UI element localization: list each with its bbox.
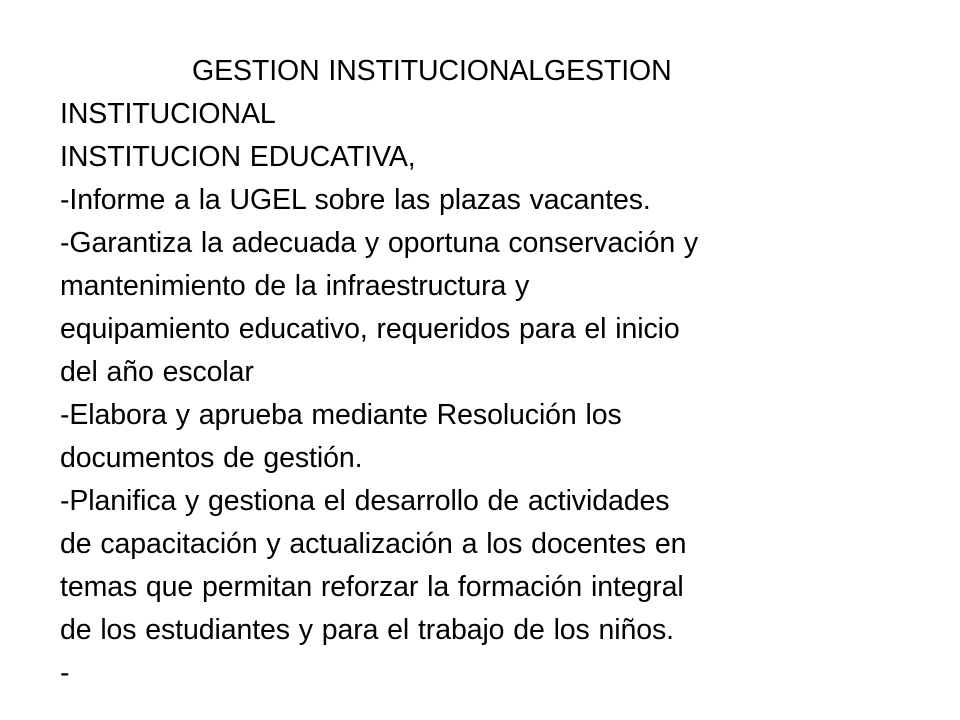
body-line-10: temas que permitan reforzar la formación integral (60, 571, 684, 603)
subtitle-line: INSTITUCION EDUCATIVA, (60, 141, 416, 173)
title-line-2: INSTITUCIONAL (60, 98, 276, 130)
body-line-4: equipamiento educativo, requeridos para el inicio (60, 313, 680, 345)
body-line-2: -Garantiza la adecuada y oportuna conservación y (60, 227, 699, 259)
title-line-1: GESTION INSTITUCIONALGESTION (192, 55, 672, 87)
body-line-12: - (60, 657, 70, 689)
body-line-11: de los estudiantes y para el trabajo de los niños. (60, 614, 674, 646)
body-line-3: mantenimiento de la infraestructura y (60, 270, 530, 302)
body-line-7: documentos de gestión. (60, 442, 363, 474)
body-line-6: -Elabora y aprueba mediante Resolución los (60, 399, 622, 431)
slide-text-block (60, 50, 930, 695)
body-line-5: del año escolar (60, 356, 254, 388)
body-line-9: de capacitación y actualización a los docentes en (60, 528, 687, 560)
body-line-1: -Informe a la UGEL sobre las plazas vacantes. (60, 184, 651, 216)
body-line-8: -Planifica y gestiona el desarrollo de actividades (60, 485, 670, 517)
